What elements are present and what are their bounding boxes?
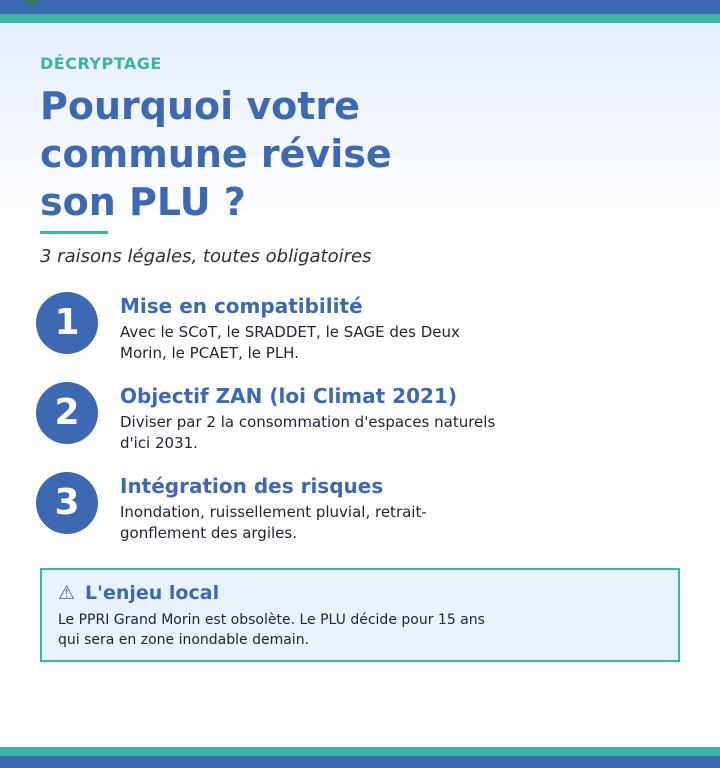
reason-number-badge: 2: [36, 382, 98, 444]
reason-item-3: [36, 472, 536, 552]
reason-description: Inondation, ruissellement pluvial, retrait-gonflement des argiles.: [120, 503, 427, 542]
reason-title: Objectif ZAN (loi Climat 2021): [120, 384, 457, 408]
reason-description: Avec le SCoT, le SRADDET, le SAGE des Deux Morin, le PCAET, le PLH.: [120, 323, 460, 362]
section-kicker: DÉCRYPTAGE: [40, 54, 162, 73]
page-title: Pourquoi votre commune révise son PLU ?: [40, 84, 392, 224]
title-divider: [40, 231, 108, 234]
reason-item-1: [36, 292, 536, 372]
callout-title: [58, 582, 219, 604]
bottom-banner: [0, 756, 720, 768]
reason-title: Intégration des risques: [120, 474, 384, 498]
logo: [24, 0, 38, 6]
reason-title: Mise en compatibilité: [120, 294, 363, 318]
callout-title-text: L'enjeu local: [85, 582, 220, 604]
reason-number-badge: 1: [36, 292, 98, 354]
reason-item-2: [36, 382, 536, 462]
callout-text: Le PPRI Grand Morin est obsolète. Le PLU décide pour 15 ans qui sera en zone inondable demain.: [58, 612, 485, 648]
reason-description: Diviser par 2 la consommation d'espaces naturels d'ici 2031.: [120, 413, 496, 452]
page-subtitle: 3 raisons légales, toutes obligatoires: [40, 246, 372, 267]
top-accent-stripe: [0, 14, 720, 23]
reason-number-badge: 3: [36, 472, 98, 534]
bottom-accent-stripe: [0, 747, 720, 756]
warning-icon: ⚠: [58, 582, 76, 604]
top-banner: [0, 0, 720, 14]
local-issue-callout: [40, 568, 680, 662]
